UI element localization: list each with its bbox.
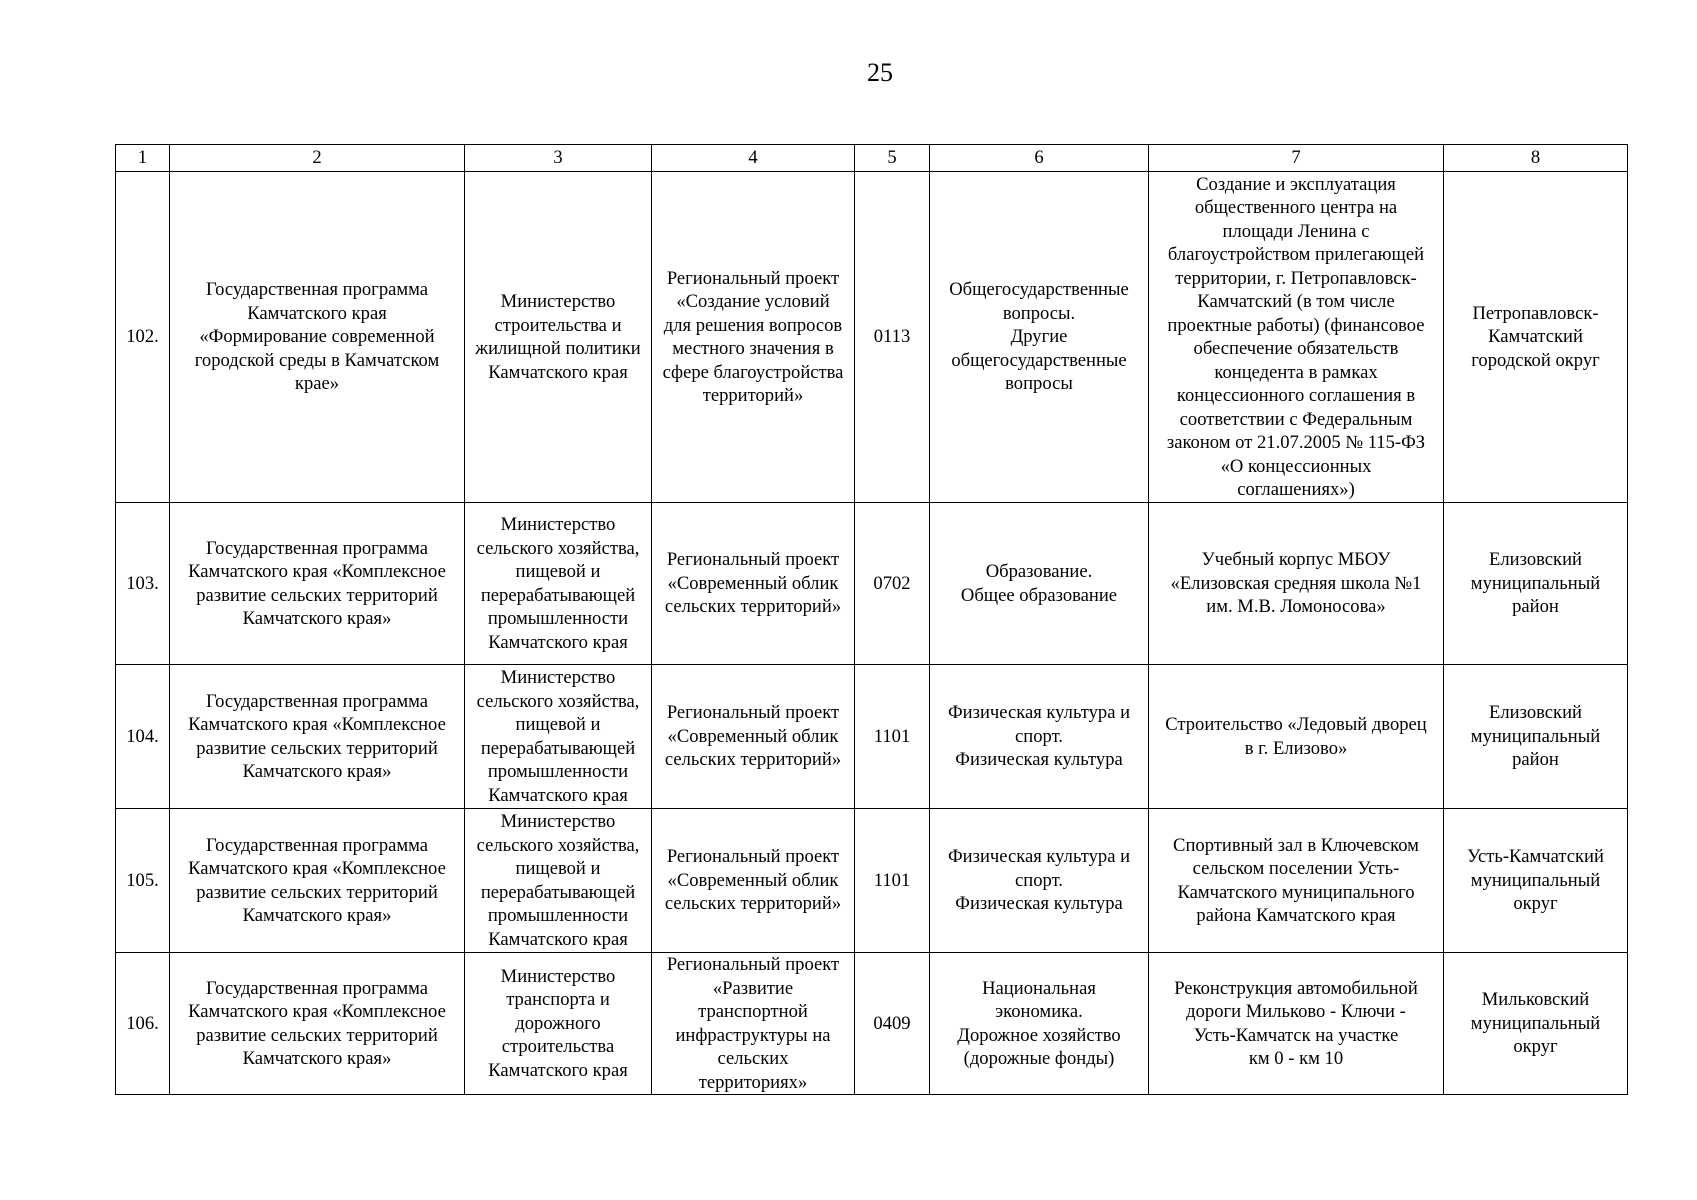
row-number: 104. — [116, 665, 170, 809]
project-cell: Региональный проект «Современный облик сельских территорий» — [652, 809, 855, 953]
program-cell: Государственная программа Камчатского края «Комплексное развитие сельских территорий Камчатского края» — [170, 665, 465, 809]
row-number: 105. — [116, 809, 170, 953]
column-header: 3 — [465, 145, 652, 172]
section-cell: Физическая культура и спорт. Физическая культура — [930, 809, 1149, 953]
ministry-cell: Министерство транспорта и дорожного строительства Камчатского края — [465, 953, 652, 1095]
row-number: 102. — [116, 172, 170, 503]
code-cell: 0702 — [855, 503, 930, 665]
table-row — [116, 172, 1628, 503]
municipality-cell: Мильковский муниципальный округ — [1444, 953, 1628, 1095]
table-row — [116, 665, 1628, 809]
ministry-cell: Министерство сельского хозяйства, пищевой и перерабатывающей промышленности Камчатского края — [465, 503, 652, 665]
object-cell: Строительство «Ледовый дворец в г. Елизово» — [1149, 665, 1444, 809]
section-cell: Образование. Общее образование — [930, 503, 1149, 665]
project-cell: Региональный проект «Развитие транспортной инфраструктуры на сельских территориях» — [652, 953, 855, 1095]
column-header: 5 — [855, 145, 930, 172]
program-cell: Государственная программа Камчатского края «Формирование современной городской среды в Камчатском крае» — [170, 172, 465, 503]
program-cell: Государственная программа Камчатского края «Комплексное развитие сельских территорий Камчатского края» — [170, 503, 465, 665]
project-cell: Региональный проект «Создание условий для решения вопросов местного значения в сфере благоустройства территорий» — [652, 172, 855, 503]
object-cell: Создание и эксплуатация общественного центра на площади Ленина с благоустройством прилегающей территории, г. Петропавловск- Камчатский (в том числе проектные работы) (финансовое обеспечение обязательств концедента в рамках концессионного соглашения в соответствии с Федеральным законом от 21.07.2005 № 115-ФЗ «О концессионных соглашениях») — [1149, 172, 1444, 503]
page-number: 25 — [867, 58, 893, 87]
column-header: 1 — [116, 145, 170, 172]
code-cell: 0113 — [855, 172, 930, 503]
row-number: 106. — [116, 953, 170, 1095]
table-row — [116, 503, 1628, 665]
municipality-cell: Усть-Камчатский муниципальный округ — [1444, 809, 1628, 953]
table-row — [116, 953, 1628, 1095]
code-cell: 1101 — [855, 809, 930, 953]
column-header: 7 — [1149, 145, 1444, 172]
project-cell: Региональный проект «Современный облик сельских территорий» — [652, 665, 855, 809]
object-cell: Учебный корпус МБОУ «Елизовская средняя школа №1 им. М.В. Ломоносова» — [1149, 503, 1444, 665]
program-cell: Государственная программа Камчатского края «Комплексное развитие сельских территорий Камчатского края» — [170, 953, 465, 1095]
section-cell: Общегосударственные вопросы. Другие общегосударственные вопросы — [930, 172, 1149, 503]
objects-table — [115, 144, 1628, 1095]
municipality-cell: Елизовский муниципальный район — [1444, 503, 1628, 665]
column-header: 2 — [170, 145, 465, 172]
program-cell: Государственная программа Камчатского края «Комплексное развитие сельских территорий Камчатского края» — [170, 809, 465, 953]
object-cell: Спортивный зал в Ключевском сельском поселении Усть- Камчатского муниципального района Камчатского края — [1149, 809, 1444, 953]
code-cell: 0409 — [855, 953, 930, 1095]
ministry-cell: Министерство строительства и жилищной политики Камчатского края — [465, 172, 652, 503]
table-row — [116, 809, 1628, 953]
code-cell: 1101 — [855, 665, 930, 809]
section-cell: Национальная экономика. Дорожное хозяйство (дорожные фонды) — [930, 953, 1149, 1095]
column-header: 8 — [1444, 145, 1628, 172]
row-number: 103. — [116, 503, 170, 665]
municipality-cell: Елизовский муниципальный район — [1444, 665, 1628, 809]
section-cell: Физическая культура и спорт. Физическая культура — [930, 665, 1149, 809]
ministry-cell: Министерство сельского хозяйства, пищевой и перерабатывающей промышленности Камчатского края — [465, 809, 652, 953]
table-header-row — [116, 145, 1628, 172]
object-cell: Реконструкция автомобильной дороги Мильково - Ключи - Усть-Камчатск на участке км 0 - км 10 — [1149, 953, 1444, 1095]
column-header: 6 — [930, 145, 1149, 172]
municipality-cell: Петропавловск- Камчатский городской округ — [1444, 172, 1628, 503]
column-header: 4 — [652, 145, 855, 172]
ministry-cell: Министерство сельского хозяйства, пищевой и перерабатывающей промышленности Камчатского края — [465, 665, 652, 809]
project-cell: Региональный проект «Современный облик сельских территорий» — [652, 503, 855, 665]
